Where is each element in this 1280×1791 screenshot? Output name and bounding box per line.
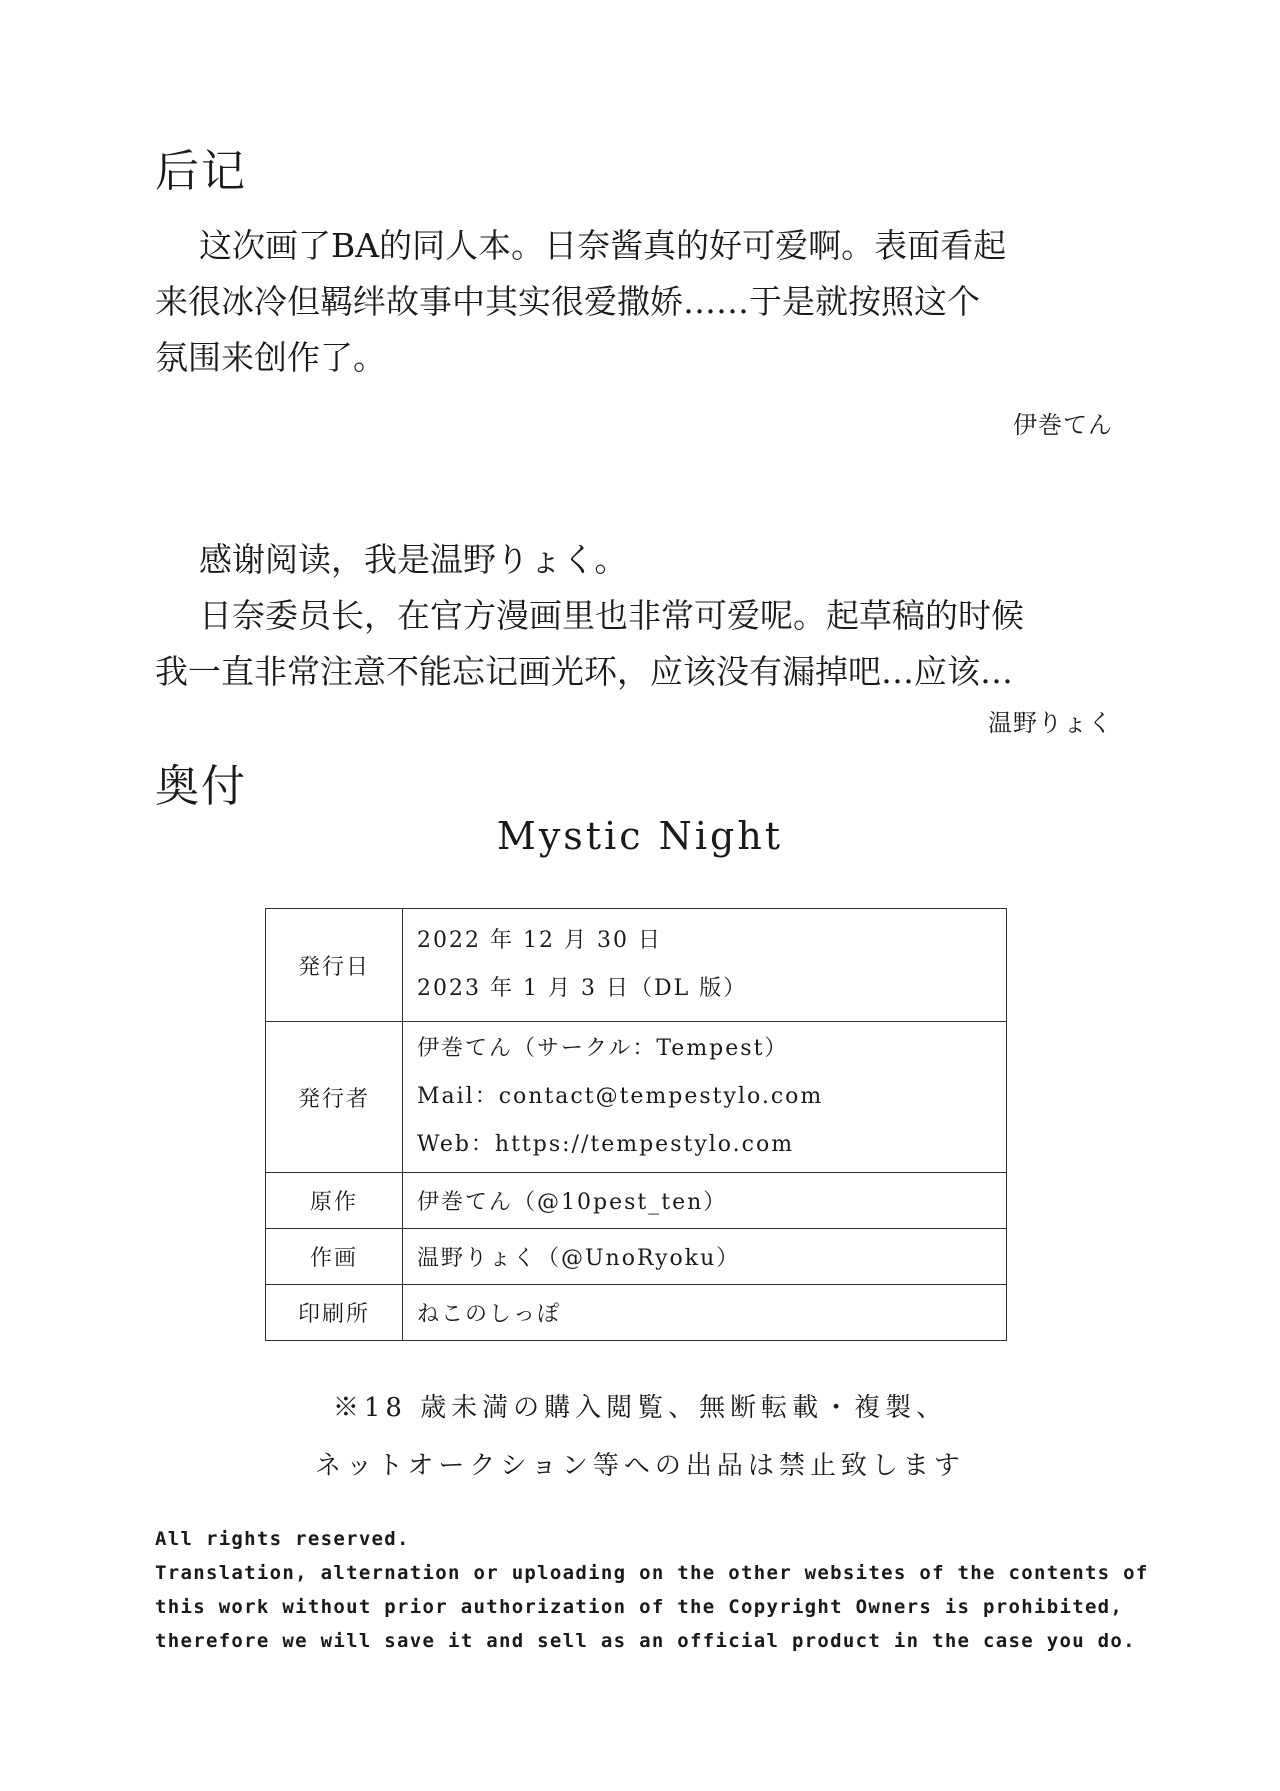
artist-note-line: 我一直非常注意不能忘记画光环，应该没有漏掉吧…应该… [155,652,1013,691]
row-value [403,1173,1007,1229]
author-note [155,218,1115,386]
publisher-web[interactable]: Web：https://tempestylo.com [417,1132,795,1157]
artist-signature: 温野りょく [988,709,1113,737]
table-row [266,1022,1007,1173]
author-note-line: 氛围来创作了。 [155,338,386,377]
artist: 温野りょく（@UnoRyoku） [417,1246,741,1271]
row-label: 原作 [266,1173,403,1229]
author-note-line: 来很冰冷但羁绊故事中其实很爱撒娇……于是就按照这个 [155,282,980,321]
original-author: 伊巻てん（@10pest_ten） [417,1190,728,1215]
table-row [266,909,1007,1022]
row-label: 印刷所 [266,1285,403,1341]
row-value [403,1285,1007,1341]
artist-note-line: 日奈委员长，在官方漫画里也非常可爱呢。起草稿的时候 [199,596,1024,635]
author-signature: 伊巻てん [1013,411,1113,439]
dl-release-date: 2023 年 1 月 3 日（DL 版） [417,976,748,1001]
row-value [403,1022,1007,1173]
publisher-mail[interactable]: Mail：contact@tempestylo.com [417,1084,824,1109]
afterword-heading: 后记 [155,146,247,197]
rights-statement [155,1522,1149,1658]
artist-note [155,532,1115,700]
rights-line: this work without prior authorization of the Copyright Owners is prohibited, [155,1596,1124,1618]
table-row [266,1285,1007,1341]
row-label: 発行日 [266,909,403,1022]
author-note-line: 这次画了BA的同人本。日奈酱真的好可爱啊。表面看起 [199,226,1007,265]
notice-line: ※18 歳未満の購入閲覧、無断転載・複製、 [332,1393,948,1423]
printer: ねこのしっぽ [417,1302,562,1327]
row-label: 発行者 [266,1022,403,1173]
release-date: 2022 年 12 月 30 日 [417,928,662,953]
publisher-name: 伊巻てん（サークル：Tempest） [417,1036,789,1061]
rights-line: therefore we will save it and sell as an official product in the case you do. [155,1630,1136,1652]
artist-note-line: 感谢阅读，我是温野りょく。 [199,540,628,579]
rights-line: Translation, alternation or uploading on the other websites of the contents of [155,1562,1149,1584]
book-title: Mystic Night [496,814,784,858]
row-value [403,1229,1007,1285]
table-row [266,1173,1007,1229]
row-label: 作画 [266,1229,403,1285]
age-restriction-notice [0,1379,1280,1495]
colophon-heading: 奥付 [155,761,247,812]
notice-line: ネットオークション等への出品は禁止致します [315,1451,965,1481]
row-value [403,909,1007,1022]
table-row [266,1229,1007,1285]
colophon-table [265,908,1007,1341]
rights-line: All rights reserved. [155,1528,410,1550]
